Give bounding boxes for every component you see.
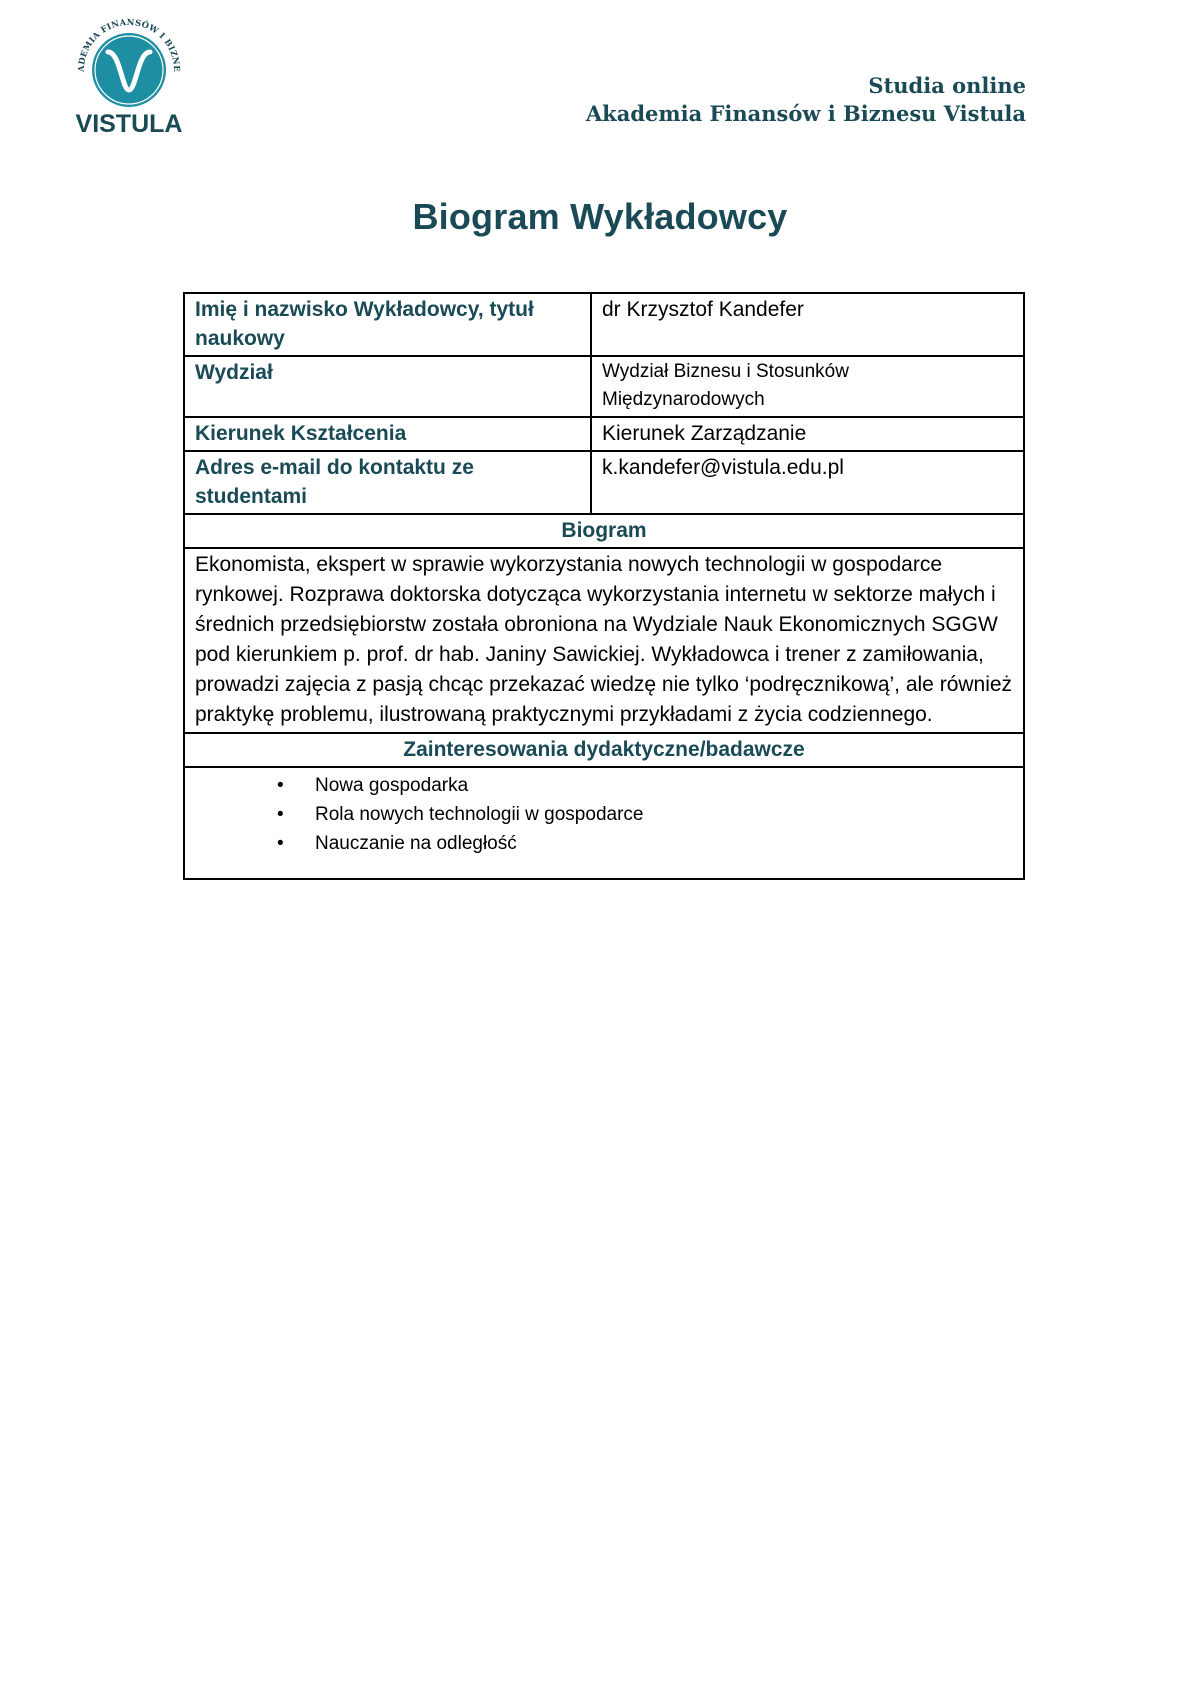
row-value-email: k.kandefer@vistula.edu.pl: [591, 451, 1024, 514]
row-label: Kierunek Kształcenia: [184, 417, 591, 451]
table-row-faculty: [184, 356, 1024, 417]
bullet-icon: •: [277, 804, 284, 825]
table-row-interests-heading: [184, 733, 1024, 767]
table-row-email: [184, 451, 1024, 514]
table-row-field: [184, 417, 1024, 451]
logo-arc-text: ADEMIA FINANSÓW I BIZNE: [75, 16, 183, 73]
interests-heading: Zainteresowania dydaktyczne/badawcze: [184, 733, 1024, 767]
row-value-faculty: Wydział Biznesu i Stosunków Międzynarodowych: [591, 356, 1024, 417]
interest-label: Nauczanie na odległość: [315, 833, 517, 854]
vistula-logo-icon: [70, 8, 188, 138]
table-row-biogram-text: [184, 548, 1024, 733]
interest-label: Rola nowych technologii w gospodarce: [315, 804, 644, 825]
row-value-field-of-study: Kierunek Zarządzanie: [591, 417, 1024, 451]
interests-list: [195, 771, 1013, 858]
list-item: [277, 829, 1013, 858]
bullet-icon: •: [277, 775, 284, 796]
row-label: Wydział: [184, 356, 591, 417]
list-item: [277, 800, 1013, 829]
table-row-interests: [184, 767, 1024, 879]
table-row-biogram-heading: [184, 514, 1024, 548]
biogram-text: Ekonomista, ekspert w sprawie wykorzystania nowych technologii w gospodarce rynkowej. Rozprawa doktorska dotycząca wykorzystania internetu w sektorze małych i średnich przedsiębiorstw została obroniona na Wydziale Nauk Ekonomicznych SGGW pod kierunkiem p. prof. dr hab. Janiny Sawickiej. Wykładowca i trener z zamiłowania, prowadzi zajęcia z pasją chcąc przekazać wiedzę nie tylko ‘podręcznikową’, ale również praktykę problemu, ilustrowaną praktycznymi przykładami z życia codziennego.: [184, 548, 1024, 733]
bullet-icon: •: [277, 833, 284, 854]
interest-label: Nowa gospodarka: [315, 775, 469, 796]
vistula-logo: [70, 8, 188, 138]
page-title: Biogram Wykładowcy: [412, 196, 788, 237]
row-value-lecturer-name: dr Krzysztof Kandefer: [591, 293, 1024, 356]
biogram-heading: Biogram: [184, 514, 1024, 548]
row-label: Adres e-mail do kontaktu ze studentami: [184, 451, 591, 514]
list-item: [277, 771, 1013, 800]
table-row-name: [184, 293, 1024, 356]
interests-cell: [184, 767, 1024, 879]
row-label: Imię i nazwisko Wykładowcy, tytuł naukowy: [184, 293, 591, 356]
logo-name: VISTULA: [75, 110, 183, 138]
biogram-table: [183, 292, 1025, 880]
header-line-akademia: Akademia Finansów i Biznesu Vistula: [585, 101, 1026, 126]
header-line-studia: Studia online: [868, 73, 1026, 98]
document-header: [586, 72, 1026, 128]
